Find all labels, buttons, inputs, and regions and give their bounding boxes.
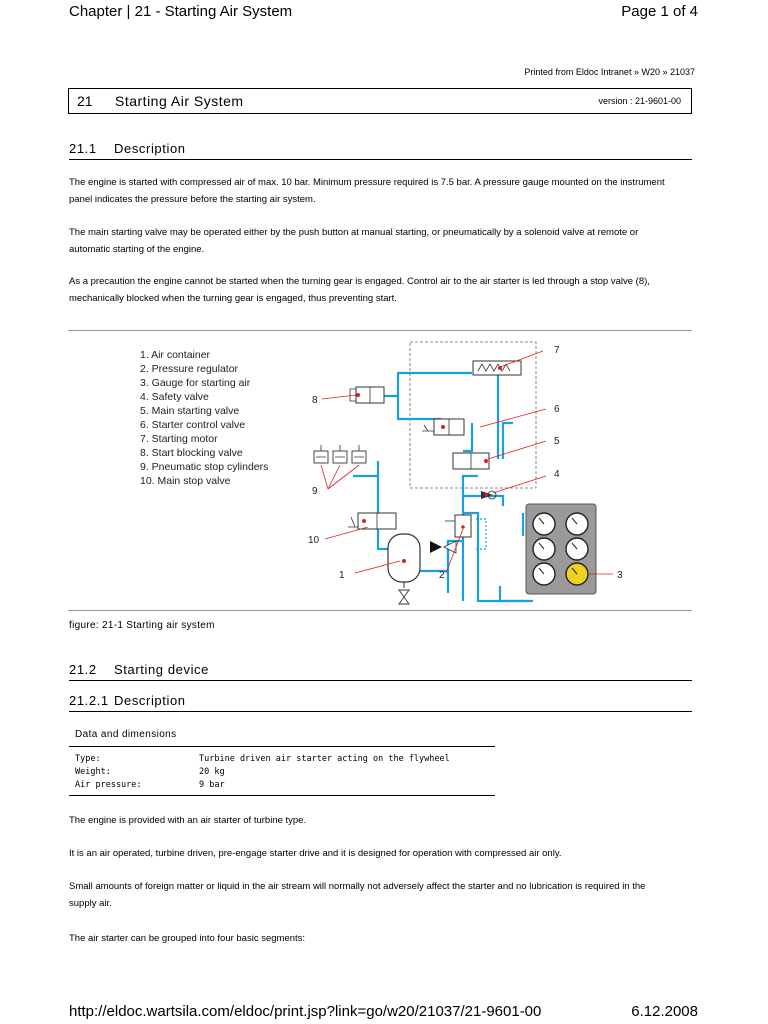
legend-item: 6. Starter control valve <box>140 419 246 431</box>
print-footer <box>69 1003 698 1020</box>
figure-caption: figure: 21-1 Starting air system <box>69 620 215 631</box>
check-valve-symbol <box>430 541 456 553</box>
description-paragraph: The main starting valve may be operated either by the push button at manual starting, or pneumatically by a solenoid valve at remote or automatic starting of the engine. <box>69 227 639 255</box>
callout-number: 10 <box>308 535 320 546</box>
callout-number: 2 <box>439 570 445 581</box>
starting-device-paragraph: It is an air operated, turbine driven, pre-engage starter drive and it is designed for operation with compressed air only. <box>69 848 562 859</box>
figure-bottom-rule <box>68 610 692 611</box>
callout-number: 8 <box>312 395 318 406</box>
section-number: 21.1 <box>69 141 97 156</box>
legend-item: 10. Main stop valve <box>140 475 231 487</box>
table-cell-key: Weight: <box>75 767 111 777</box>
description-paragraph: The engine is started with compressed air of max. 10 bar. Minimum pressure required is 7.5 bar. A pressure gauge mounted on the instrument panel indicates the pressure before the starting air system. <box>69 177 665 205</box>
chapter-title-box <box>68 88 692 114</box>
callout-number: 9 <box>312 486 318 497</box>
legend-item: 3. Gauge for starting air <box>140 377 251 389</box>
table-cell-value: 20 kg <box>199 767 225 777</box>
description-paragraph: As a precaution the engine cannot be started when the turning gear is engaged. Control air to the air starter is led through a stop valve (8), mechanically blocked when the turning gear is engaged, thus preventing start. <box>69 276 650 304</box>
table-cell-value: 9 bar <box>199 780 225 790</box>
chapter-title: Starting Air System <box>115 93 244 109</box>
section-heading-21-2 <box>69 662 692 681</box>
starting-motor-symbol <box>473 361 521 375</box>
table-row <box>75 767 450 780</box>
table-row <box>75 754 450 767</box>
section-title: Starting device <box>114 662 209 677</box>
starting-device-paragraph: Small amounts of foreign matter or liquid in the air stream will normally not adversely affect the starter and no lubrication is required in the supply air. <box>69 881 646 909</box>
page-url: http://eldoc.wartsila.com/eldoc/print.jsp?link=go/w20/21037/21-9601-00 <box>69 1003 542 1020</box>
page-number: Page 1 of 4 <box>621 2 698 20</box>
chapter-header-title: Chapter | 21 - Starting Air System <box>69 2 293 20</box>
data-dimensions-rule <box>69 746 495 747</box>
callout-number: 6 <box>554 404 560 415</box>
legend-item: 5. Main starting valve <box>140 405 240 417</box>
starting-device-paragraph: The air starter can be grouped into four basic segments: <box>69 933 306 944</box>
starting-device-paragraph: The engine is provided with an air starter of turbine type. <box>69 815 307 826</box>
table-cell-key: Air pressure: <box>75 780 142 790</box>
table-cell-value: Turbine driven air starter acting on the flywheel <box>199 754 450 764</box>
legend-item: 4. Safety valve <box>140 391 209 403</box>
print-source-line: Printed from Eldoc Intranet » W20 » 21037 <box>524 67 695 77</box>
callout-number: 1 <box>339 570 345 581</box>
legend-item: 7. Starting motor <box>140 433 218 445</box>
main-starting-valve-symbol <box>453 453 489 469</box>
starting-air-system-diagram <box>68 331 692 611</box>
legend-item: 2. Pressure regulator <box>140 363 239 375</box>
callout-number: 3 <box>617 570 623 581</box>
legend-item: 1. Air container <box>140 349 211 361</box>
data-dimensions-title: Data and dimensions <box>75 729 177 740</box>
pneumatic-stop-cylinders-symbol <box>314 445 366 463</box>
section-title: Description <box>114 693 186 708</box>
chapter-number: 21 <box>77 93 93 109</box>
gauge-panel <box>526 504 596 594</box>
table-row <box>75 780 450 793</box>
legend-item: 8. Start blocking valve <box>140 447 243 459</box>
print-date: 6.12.2008 <box>631 1003 698 1020</box>
callout-number: 7 <box>554 345 560 356</box>
chapter-version: version : 21-9601-00 <box>598 96 681 106</box>
section-title: Description <box>114 141 186 156</box>
section-heading-21-2-1 <box>69 693 692 712</box>
legend-item: 9. Pneumatic stop cylinders <box>140 461 269 473</box>
data-dimensions-bottom-rule <box>69 795 495 796</box>
air-container-symbol <box>388 534 420 604</box>
table-cell-key: Type: <box>75 754 101 764</box>
data-dimensions-table <box>75 754 450 793</box>
pressure-regulator-symbol <box>445 515 471 537</box>
section-heading-21-1 <box>69 141 692 160</box>
starter-control-valve-symbol <box>422 419 464 435</box>
main-stop-valve-symbol <box>348 513 396 529</box>
print-header <box>69 0 698 22</box>
callout-number: 4 <box>554 469 560 480</box>
section-number: 21.2 <box>69 662 97 677</box>
section-number: 21.2.1 <box>69 693 109 708</box>
callout-number: 5 <box>554 436 560 447</box>
